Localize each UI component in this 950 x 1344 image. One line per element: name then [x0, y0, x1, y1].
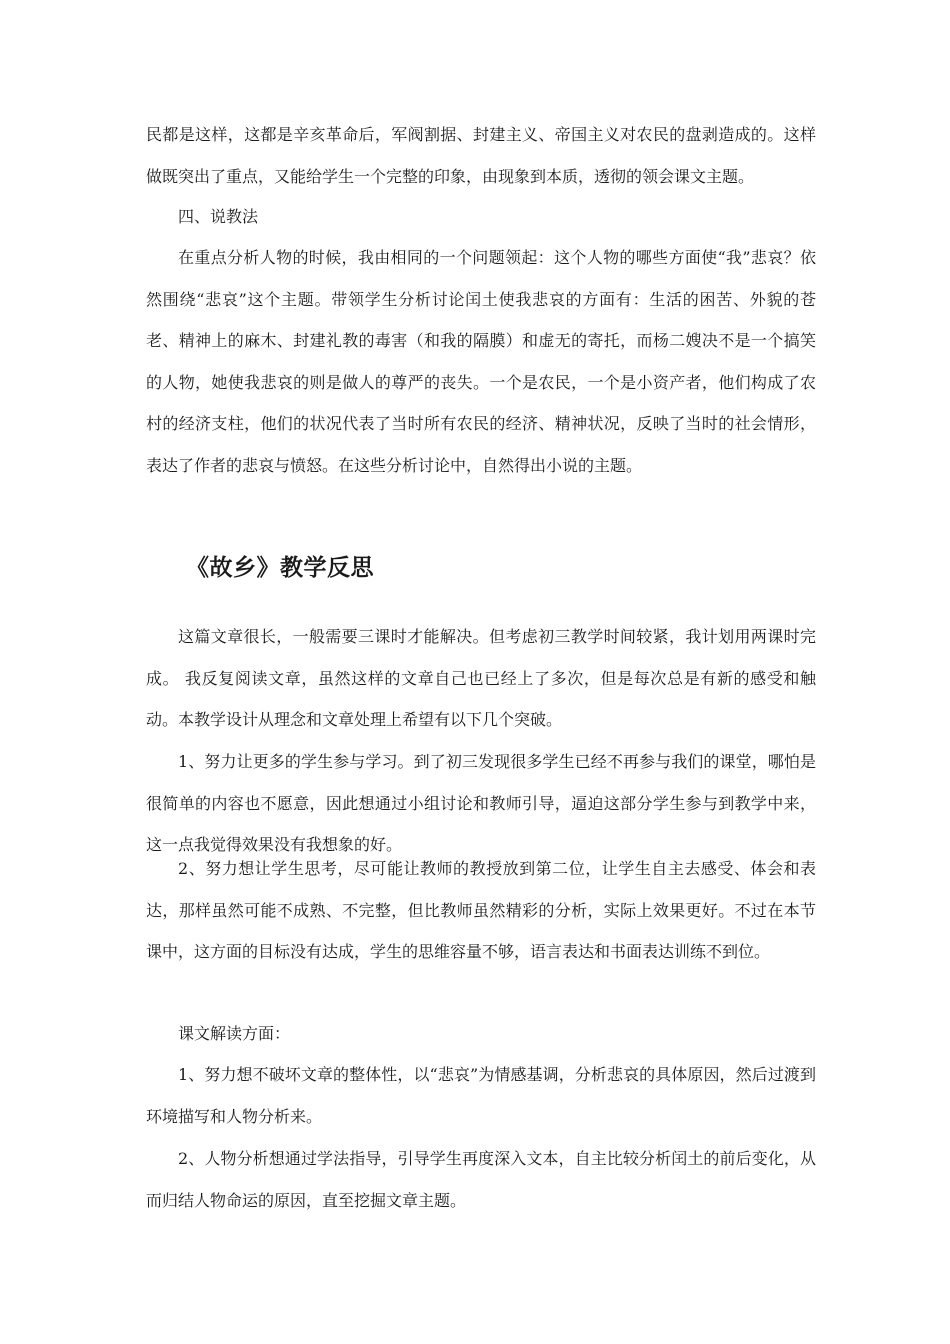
reflection-title: 《故乡》教学反思 [186, 554, 374, 581]
paragraph-point-4: 2、人物分析想通过学法指导，引导学生再度深入文本，自主比较分析闰土的前后变化，从而归结人物命运的原因，直至挖掘文章主题。 [146, 1149, 816, 1210]
sub-heading-interpretation: 课文解读方面： [178, 1024, 291, 1043]
paragraph-continuation: 民都是这样，这都是辛亥革命后，军阀割据、封建主义、帝国主义对农民的盘剥造成的。这样做既突出了重点，又能给学生一个完整的印象，由现象到本质，透彻的领会课文主题。 [146, 125, 816, 186]
paragraph-point-3: 1、努力想不破坏文章的整体性，以“悲哀”为情感基调，分析悲哀的具体原因，然后过渡到环境描写和人物分析来。 [146, 1065, 816, 1126]
section-heading-method: 四、说教法 [178, 207, 259, 226]
paragraph-intro: 这篇文章很长，一般需要三课时才能解决。但考虑初三教学时间较紧，我计划用两课时完成。 我反复阅读文章，虽然这样的文章自己也已经上了多次，但是每次总是有新的感受和触动。本教学设计从理念和文章处理上希望有以下几个突破。 [146, 627, 816, 729]
paragraph-point-2: 2、努力想让学生思考，尽可能让教师的教授放到第二位，让学生自主去感受、体会和表达，那样虽然可能不成熟、不完整，但比教师虽然精彩的分析，实际上效果更好。不过在本节课中，这方面的目标没有达成，学生的思维容量不够，语言表达和书面表达训练不到位。 [146, 859, 816, 961]
paragraph-method: 在重点分析人物的时候，我由相同的一个问题领起：这个人物的哪些方面使“我”悲哀？依然围绕“悲哀”这个主题。带领学生分析讨论闰土使我悲哀的方面有：生活的困苦、外貌的苍老、精神上的麻木、封建礼教的毒害（和我的隔膜）和虚无的寄托，而杨二嫂决不是一个搞笑的人物，她使我悲哀的则是做人的尊严的丧失。一个是农民，一个是小资产者，他们构成了农村的经济支柱，他们的状况代表了当时所有农民的经济、精神状况，反映了当时的社会情形，表达了作者的悲哀与愤怒。在这些分析讨论中，自然得出小说的主题。 [146, 248, 816, 475]
paragraph-point-1: 1、努力让更多的学生参与学习。到了初三发现很多学生已经不再参与我们的课堂，哪怕是很简单的内容也不愿意，因此想通过小组讨论和教师引导，逼迫这部分学生参与到教学中来，这一点我觉得效果没有我想象的好。 [146, 752, 816, 854]
